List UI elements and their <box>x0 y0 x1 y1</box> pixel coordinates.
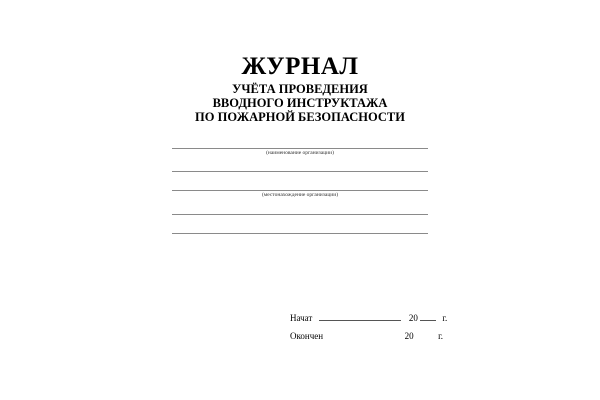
end-year-blank <box>416 330 432 339</box>
subtitle-line-1: УЧЁТА ПРОВЕДЕНИЯ <box>232 82 368 96</box>
end-date-row <box>290 330 443 342</box>
organization-location-line <box>172 190 428 191</box>
start-date-blank <box>319 312 401 321</box>
organization-name-line <box>172 148 428 149</box>
start-date-label: Начат <box>290 313 313 323</box>
organization-name-caption: (наименование организации) <box>266 150 334 156</box>
end-year-prefix: 20 <box>404 331 414 341</box>
end-date-label: Окончен <box>290 331 324 341</box>
subtitle-line-2: ВВОДНОГО ИНСТРУКТАЖА <box>212 96 388 110</box>
start-year-blank <box>420 312 436 321</box>
end-date-blank <box>329 330 391 339</box>
organization-location-line-3 <box>172 233 428 234</box>
subtitle-line-3: ПО ПОЖАРНОЙ БЕЗОПАСНОСТИ <box>195 110 405 124</box>
organization-location-line-2 <box>172 214 428 215</box>
organization-location-caption: (местонахождение организации) <box>261 192 339 198</box>
end-year-suffix: г. <box>438 331 444 341</box>
document-title: ЖУРНАЛ <box>241 53 359 80</box>
start-date-row <box>290 312 447 324</box>
start-year-suffix: г. <box>442 313 448 323</box>
start-year-prefix: 20 <box>408 313 418 323</box>
organization-name-line-2 <box>172 171 428 172</box>
